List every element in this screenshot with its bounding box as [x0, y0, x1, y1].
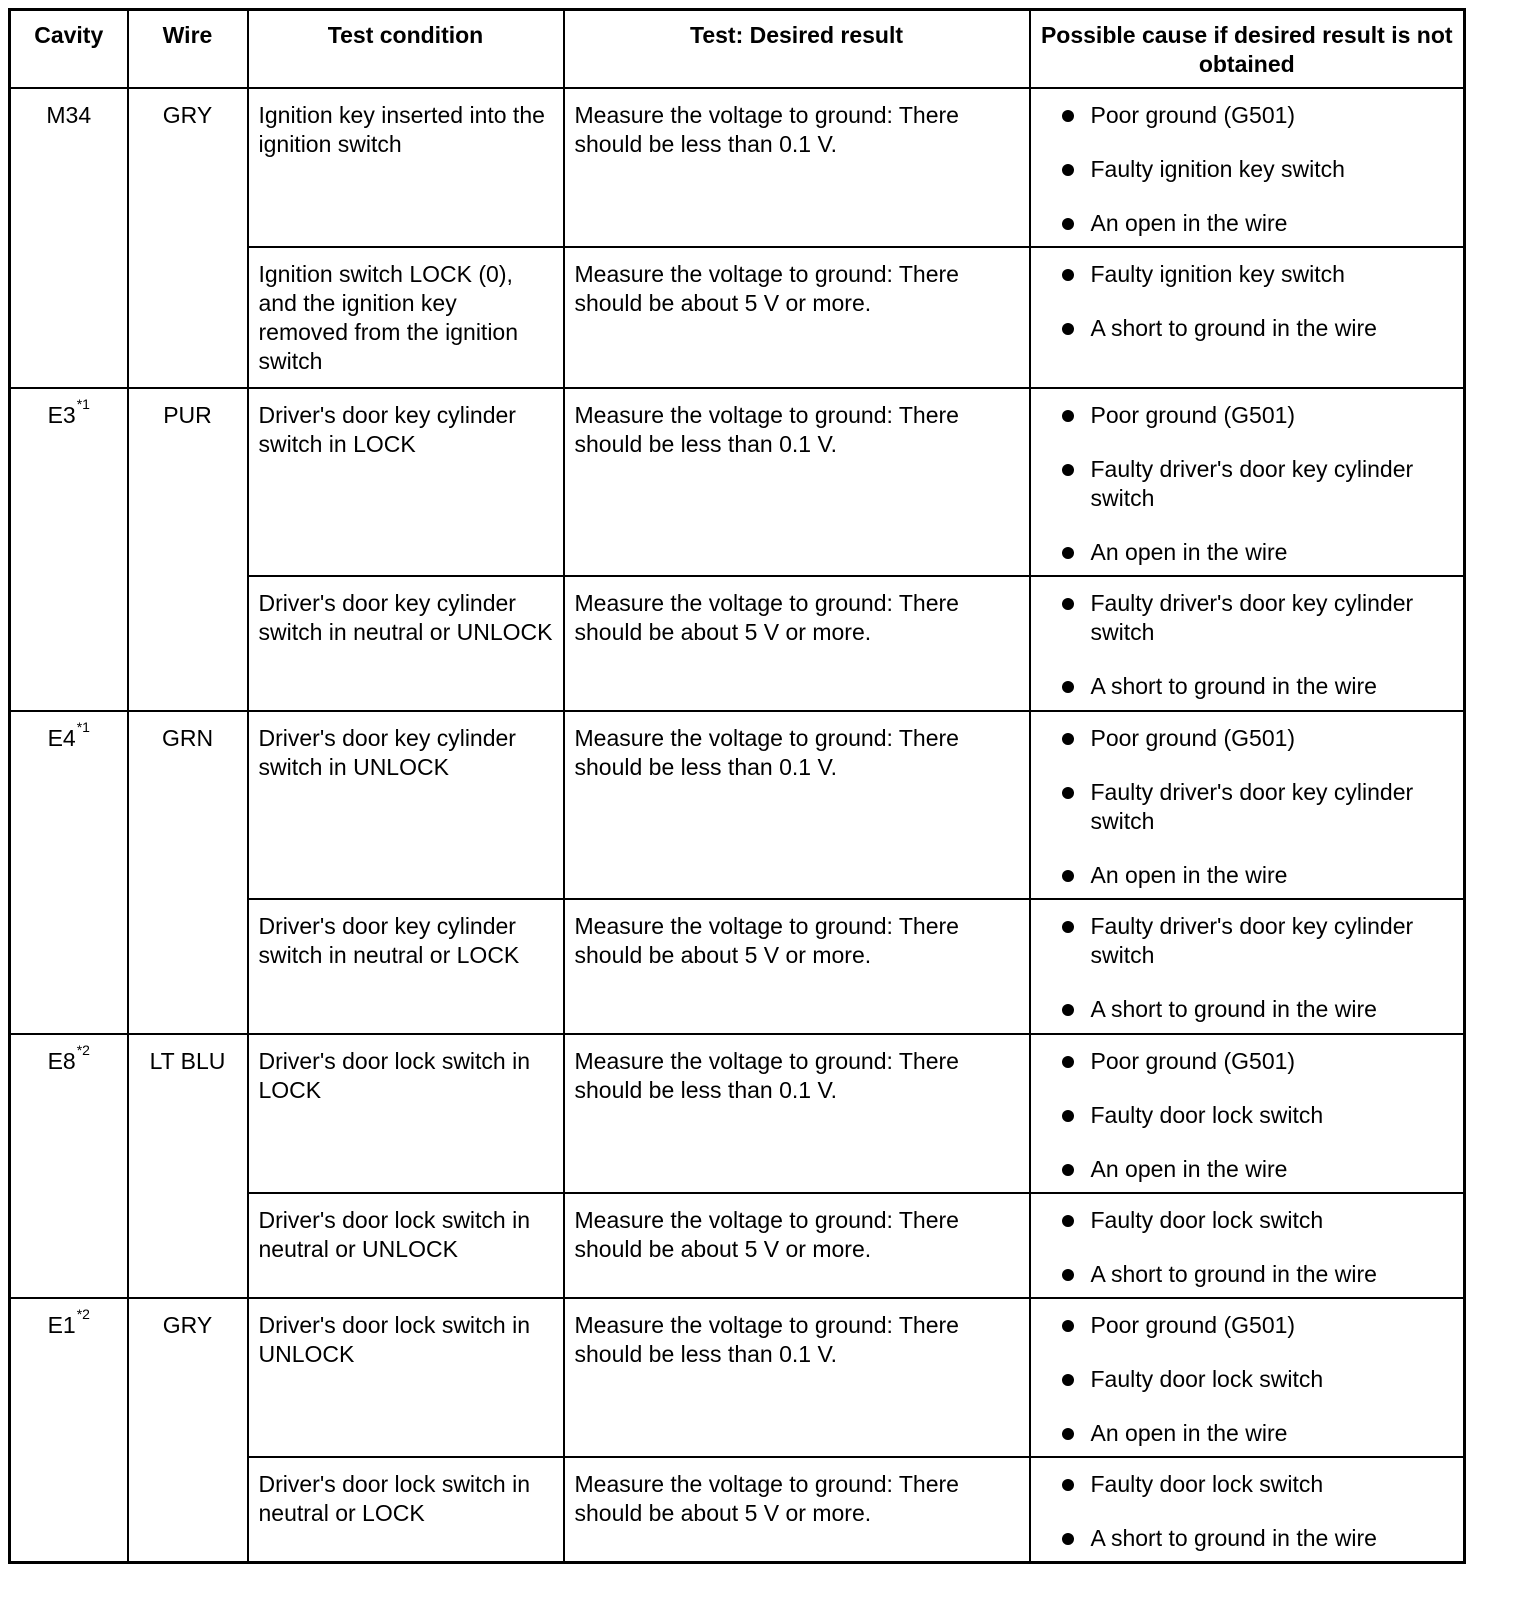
- possible-cause-cell: [1030, 1457, 1465, 1563]
- desired-result-cell: Measure the voltage to ground: There should be less than 0.1 V.: [564, 1034, 1030, 1193]
- cause-item: An open in the wire: [1041, 1155, 1454, 1184]
- header-test-condition: Test condition: [248, 10, 564, 89]
- test-condition-cell: Driver's door lock switch in neutral or LOCK: [248, 1457, 564, 1563]
- wire-cell: GRY: [128, 88, 248, 388]
- desired-result-cell: Measure the voltage to ground: There should be less than 0.1 V.: [564, 1298, 1030, 1457]
- table-row: [10, 88, 1465, 247]
- cavity-cell: [10, 711, 128, 1034]
- cause-list: [1041, 1311, 1454, 1448]
- cause-list: [1041, 1047, 1454, 1184]
- desired-result-cell: Measure the voltage to ground: There should be less than 0.1 V.: [564, 711, 1030, 899]
- cause-list: [1041, 401, 1454, 567]
- cavity-note: *1: [76, 719, 90, 735]
- wire-cell: GRY: [128, 1298, 248, 1563]
- desired-result-cell: Measure the voltage to ground: There should be about 5 V or more.: [564, 247, 1030, 388]
- cause-list: [1041, 1206, 1454, 1289]
- desired-result-cell: Measure the voltage to ground: There should be about 5 V or more.: [564, 1193, 1030, 1298]
- header-desired-result: Test: Desired result: [564, 10, 1030, 89]
- cause-item: Poor ground (G501): [1041, 724, 1454, 753]
- cavity-note: *1: [76, 396, 90, 412]
- diagnostic-test-table: [8, 8, 1466, 1564]
- table-row: [10, 388, 1465, 576]
- possible-cause-cell: [1030, 1034, 1465, 1193]
- cause-item: An open in the wire: [1041, 209, 1454, 238]
- desired-result-cell: Measure the voltage to ground: There should be about 5 V or more.: [564, 1457, 1030, 1563]
- cause-item: Poor ground (G501): [1041, 1311, 1454, 1340]
- cause-list: [1041, 724, 1454, 890]
- cause-item: Poor ground (G501): [1041, 101, 1454, 130]
- cause-item: Faulty driver's door key cylinder switch: [1041, 778, 1454, 836]
- cause-item: An open in the wire: [1041, 1419, 1454, 1448]
- table-row: [10, 711, 1465, 899]
- test-condition-cell: Driver's door key cylinder switch in neutral or UNLOCK: [248, 576, 564, 711]
- test-condition-cell: Driver's door lock switch in UNLOCK: [248, 1298, 564, 1457]
- test-condition-cell: Driver's door key cylinder switch in neutral or LOCK: [248, 899, 564, 1034]
- table-body: [10, 88, 1465, 1563]
- cavity-note: *2: [76, 1042, 90, 1058]
- cause-item: An open in the wire: [1041, 861, 1454, 890]
- cause-list: [1041, 912, 1454, 1024]
- cause-list: [1041, 260, 1454, 343]
- cause-item: A short to ground in the wire: [1041, 672, 1454, 701]
- cavity-note: *2: [76, 1306, 90, 1322]
- desired-result-cell: Measure the voltage to ground: There should be less than 0.1 V.: [564, 388, 1030, 576]
- cavity-cell: [10, 1298, 128, 1563]
- possible-cause-cell: [1030, 899, 1465, 1034]
- desired-result-cell: Measure the voltage to ground: There should be about 5 V or more.: [564, 899, 1030, 1034]
- cause-item: A short to ground in the wire: [1041, 995, 1454, 1024]
- cause-item: Faulty door lock switch: [1041, 1206, 1454, 1235]
- test-condition-cell: Driver's door lock switch in neutral or UNLOCK: [248, 1193, 564, 1298]
- header-wire: Wire: [128, 10, 248, 89]
- cause-item: Poor ground (G501): [1041, 1047, 1454, 1076]
- test-condition-cell: Ignition key inserted into the ignition switch: [248, 88, 564, 247]
- cavity-cell: [10, 388, 128, 711]
- possible-cause-cell: [1030, 576, 1465, 711]
- possible-cause-cell: [1030, 1193, 1465, 1298]
- cause-item: A short to ground in the wire: [1041, 1524, 1454, 1553]
- table-row: [10, 1034, 1465, 1193]
- possible-cause-cell: [1030, 711, 1465, 899]
- desired-result-cell: Measure the voltage to ground: There should be about 5 V or more.: [564, 576, 1030, 711]
- test-condition-cell: Driver's door key cylinder switch in UNLOCK: [248, 711, 564, 899]
- cause-item: Faulty door lock switch: [1041, 1101, 1454, 1130]
- cavity-label: E1: [47, 1312, 76, 1338]
- cause-item: Faulty door lock switch: [1041, 1365, 1454, 1394]
- wire-cell: PUR: [128, 388, 248, 711]
- cause-item: Faulty ignition key switch: [1041, 155, 1454, 184]
- cause-item: A short to ground in the wire: [1041, 1260, 1454, 1289]
- cause-list: [1041, 1470, 1454, 1553]
- wire-cell: GRN: [128, 711, 248, 1034]
- table-row: [10, 1298, 1465, 1457]
- cause-list: [1041, 589, 1454, 701]
- cavity-cell: [10, 1034, 128, 1298]
- cause-item: Faulty driver's door key cylinder switch: [1041, 589, 1454, 647]
- desired-result-cell: Measure the voltage to ground: There should be less than 0.1 V.: [564, 88, 1030, 247]
- possible-cause-cell: [1030, 1298, 1465, 1457]
- possible-cause-cell: [1030, 388, 1465, 576]
- cause-item: Faulty door lock switch: [1041, 1470, 1454, 1499]
- cause-item: A short to ground in the wire: [1041, 314, 1454, 343]
- cause-item: Faulty driver's door key cylinder switch: [1041, 455, 1454, 513]
- header-row: [10, 10, 1465, 89]
- cavity-label: E4: [47, 725, 76, 751]
- header-possible-cause: Possible cause if desired result is not obtained: [1030, 10, 1465, 89]
- test-condition-cell: Driver's door lock switch in LOCK: [248, 1034, 564, 1193]
- wire-cell: LT BLU: [128, 1034, 248, 1298]
- cavity-label: M34: [46, 102, 92, 128]
- cavity-cell: [10, 88, 128, 388]
- test-condition-cell: Driver's door key cylinder switch in LOCK: [248, 388, 564, 576]
- cause-list: [1041, 101, 1454, 238]
- possible-cause-cell: [1030, 247, 1465, 388]
- cavity-label: E8: [47, 1048, 76, 1074]
- cause-item: Faulty driver's door key cylinder switch: [1041, 912, 1454, 970]
- test-condition-cell: Ignition switch LOCK (0), and the ignition key removed from the ignition switch: [248, 247, 564, 388]
- header-cavity: Cavity: [10, 10, 128, 89]
- cause-item: An open in the wire: [1041, 538, 1454, 567]
- cavity-label: E3: [47, 402, 76, 428]
- cause-item: Faulty ignition key switch: [1041, 260, 1454, 289]
- cause-item: Poor ground (G501): [1041, 401, 1454, 430]
- possible-cause-cell: [1030, 88, 1465, 247]
